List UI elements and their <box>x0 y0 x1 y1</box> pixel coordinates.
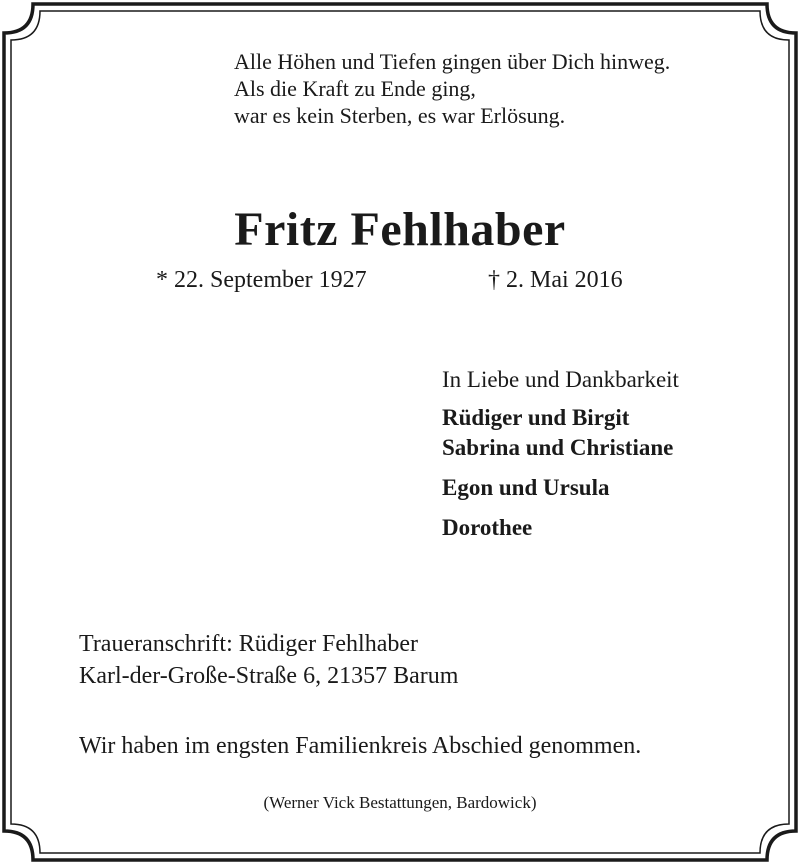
mourner-name: Dorothee <box>442 515 533 540</box>
mourning-address <box>79 628 458 692</box>
poem-line: Alle Höhen und Tiefen gingen über Dich hinweg. <box>234 49 671 74</box>
mourner-name: Sabrina und Christiane <box>442 435 674 460</box>
mourner-name: Egon und Ursula <box>442 475 610 500</box>
death-date: † 2. Mai 2016 <box>488 267 623 293</box>
poem-line: Als die Kraft zu Ende ging, <box>234 76 476 101</box>
birth-date: * 22. September 1927 <box>156 267 367 293</box>
address-line: Karl-der-Große-Straße 6, 21357 Barum <box>79 663 459 689</box>
mourner-name: Rüdiger und Birgit <box>442 405 630 430</box>
memorial-poem <box>234 48 670 129</box>
mourners-intro: In Liebe und Dankbarkeit <box>442 367 679 392</box>
farewell-note: Wir haben im engsten Familienkreis Abschied genommen. <box>79 733 642 759</box>
address-line: Traueranschrift: Rüdiger Fehlhaber <box>79 631 419 657</box>
undertaker-credit: (Werner Vick Bestattungen, Bardowick) <box>263 793 537 812</box>
poem-line: war es kein Sterben, es war Erlösung. <box>234 103 566 128</box>
deceased-name: Fritz Fehlhaber <box>234 203 566 256</box>
